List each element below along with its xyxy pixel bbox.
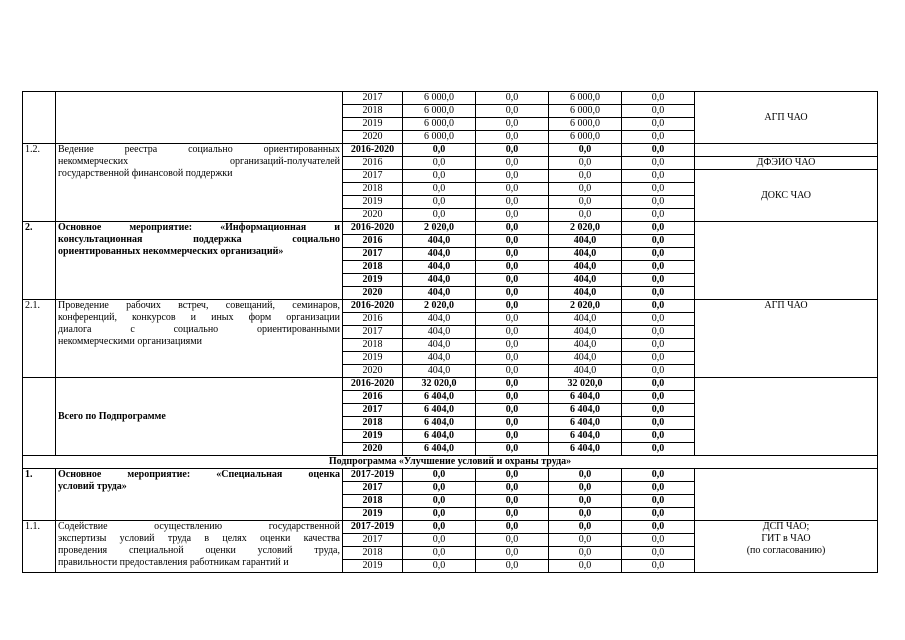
period-cell: 2016-2020 <box>343 300 403 313</box>
amount-cell: 0,0 <box>403 183 476 196</box>
executor-cell <box>695 222 878 300</box>
executor-line: ГИТ в ЧАО <box>761 533 811 544</box>
amount-cell: 0,0 <box>622 547 695 560</box>
amount-cell: 6 000,0 <box>403 92 476 105</box>
number-cell: 2.1. <box>23 300 56 378</box>
amount-cell: 6 404,0 <box>549 404 622 417</box>
activity-name-cell <box>56 144 343 222</box>
amount-cell: 404,0 <box>549 235 622 248</box>
amount-cell: 0,0 <box>476 157 549 170</box>
amount-cell: 0,0 <box>476 508 549 521</box>
executor-cell: ДФЭИО ЧАО <box>695 157 878 170</box>
amount-cell: 32 020,0 <box>403 378 476 391</box>
amount-cell: 0,0 <box>476 209 549 222</box>
amount-cell: 0,0 <box>476 183 549 196</box>
amount-cell: 0,0 <box>476 547 549 560</box>
table-row <box>23 456 878 469</box>
amount-cell: 0,0 <box>476 378 549 391</box>
amount-cell: 6 404,0 <box>549 391 622 404</box>
activity-name-line: государственной финансовой поддержки <box>58 168 233 179</box>
amount-cell: 6 404,0 <box>403 417 476 430</box>
executor-line: ДСП ЧАО; <box>762 521 810 532</box>
period-cell: 2020 <box>343 443 403 456</box>
amount-cell: 404,0 <box>403 287 476 300</box>
amount-cell: 0,0 <box>476 261 549 274</box>
amount-cell: 6 404,0 <box>403 391 476 404</box>
executor-cell <box>695 521 878 573</box>
amount-cell: 0,0 <box>476 131 549 144</box>
amount-cell: 0,0 <box>549 534 622 547</box>
period-cell: 2020 <box>343 365 403 378</box>
table-row <box>23 300 878 313</box>
amount-cell: 0,0 <box>622 417 695 430</box>
amount-cell: 404,0 <box>403 261 476 274</box>
amount-cell: 6 404,0 <box>403 443 476 456</box>
number-cell <box>23 92 56 144</box>
amount-cell: 0,0 <box>476 118 549 131</box>
amount-cell: 6 000,0 <box>549 118 622 131</box>
table-row <box>23 144 878 157</box>
period-cell: 2017 <box>343 248 403 261</box>
amount-cell: 0,0 <box>622 508 695 521</box>
amount-cell: 0,0 <box>622 326 695 339</box>
activity-name-line: условий труда» <box>58 481 127 492</box>
amount-cell: 0,0 <box>476 92 549 105</box>
amount-cell: 404,0 <box>549 365 622 378</box>
amount-cell: 0,0 <box>622 352 695 365</box>
amount-cell: 2 020,0 <box>549 300 622 313</box>
amount-cell: 0,0 <box>622 131 695 144</box>
activity-name-cell <box>56 92 343 144</box>
amount-cell: 0,0 <box>622 274 695 287</box>
executor-cell: ДОКС ЧАО <box>695 170 878 222</box>
amount-cell: 0,0 <box>622 209 695 222</box>
period-cell: 2018 <box>343 105 403 118</box>
amount-cell: 6 404,0 <box>403 430 476 443</box>
amount-cell: 0,0 <box>403 534 476 547</box>
activity-name-line: консультационная поддержка социально <box>58 234 340 245</box>
period-cell: 2019 <box>343 508 403 521</box>
amount-cell: 404,0 <box>403 326 476 339</box>
amount-cell: 404,0 <box>549 248 622 261</box>
period-cell: 2019 <box>343 430 403 443</box>
amount-cell: 0,0 <box>549 547 622 560</box>
amount-cell: 0,0 <box>622 313 695 326</box>
amount-cell: 0,0 <box>403 157 476 170</box>
activity-name-line: некоммерческих организаций-получателей <box>58 156 340 167</box>
period-cell: 2017 <box>343 326 403 339</box>
amount-cell: 0,0 <box>476 365 549 378</box>
activity-name-line: Основное мероприятие: «Специальная оценка <box>58 469 340 480</box>
amount-cell: 6 000,0 <box>403 118 476 131</box>
period-cell: 2018 <box>343 547 403 560</box>
period-cell: 2018 <box>343 495 403 508</box>
period-cell: 2017 <box>343 170 403 183</box>
period-cell: 2018 <box>343 183 403 196</box>
amount-cell: 0,0 <box>476 248 549 261</box>
amount-cell: 0,0 <box>549 495 622 508</box>
amount-cell: 6 000,0 <box>549 131 622 144</box>
amount-cell: 6 404,0 <box>549 417 622 430</box>
amount-cell: 0,0 <box>549 183 622 196</box>
amount-cell: 0,0 <box>476 404 549 417</box>
table-row <box>23 521 878 534</box>
amount-cell: 0,0 <box>476 287 549 300</box>
activity-name-line: Проведение рабочих встреч, совещаний, семинаров, <box>58 300 340 311</box>
period-cell: 2016 <box>343 235 403 248</box>
amount-cell: 0,0 <box>622 391 695 404</box>
amount-cell: 0,0 <box>403 560 476 573</box>
period-cell: 2020 <box>343 287 403 300</box>
amount-cell: 2 020,0 <box>549 222 622 235</box>
activity-name-line: ориентированных некоммерческих организаций» <box>58 246 284 257</box>
amount-cell: 0,0 <box>476 170 549 183</box>
number-cell: 2. <box>23 222 56 300</box>
activity-name-line: некоммерческими организациями <box>58 336 202 347</box>
period-cell: 2017-2019 <box>343 469 403 482</box>
activity-name-line: правильности предоставления работникам гарантий и <box>58 557 289 568</box>
period-cell: 2019 <box>343 352 403 365</box>
executor-cell: АГП ЧАО <box>695 92 878 144</box>
period-cell: 2016 <box>343 313 403 326</box>
period-cell: 2017-2019 <box>343 521 403 534</box>
amount-cell: 0,0 <box>622 170 695 183</box>
amount-cell: 404,0 <box>403 313 476 326</box>
amount-cell: 6 000,0 <box>403 105 476 118</box>
amount-cell: 0,0 <box>476 560 549 573</box>
period-cell: 2016 <box>343 157 403 170</box>
activity-name-line: экспертизы условий труда в целях оценки качества <box>58 533 340 544</box>
activity-name-line: проведения специальной оценки условий труда, <box>58 545 340 556</box>
amount-cell: 404,0 <box>403 274 476 287</box>
activity-name-line: Ведение реестра социально ориентированных <box>58 144 340 155</box>
amount-cell: 0,0 <box>476 391 549 404</box>
amount-cell: 0,0 <box>476 326 549 339</box>
period-cell: 2017 <box>343 92 403 105</box>
amount-cell: 0,0 <box>622 404 695 417</box>
number-cell: 1.1. <box>23 521 56 573</box>
amount-cell: 0,0 <box>476 313 549 326</box>
amount-cell: 6 404,0 <box>549 430 622 443</box>
activity-name-cell <box>56 222 343 300</box>
amount-cell: 404,0 <box>549 313 622 326</box>
amount-cell: 0,0 <box>403 469 476 482</box>
amount-cell: 0,0 <box>476 482 549 495</box>
amount-cell: 0,0 <box>622 534 695 547</box>
amount-cell: 0,0 <box>622 105 695 118</box>
amount-cell: 404,0 <box>549 287 622 300</box>
amount-cell: 404,0 <box>549 339 622 352</box>
amount-cell: 0,0 <box>622 183 695 196</box>
amount-cell: 32 020,0 <box>549 378 622 391</box>
amount-cell: 2 020,0 <box>403 222 476 235</box>
amount-cell: 0,0 <box>622 430 695 443</box>
number-cell <box>23 378 56 456</box>
amount-cell: 0,0 <box>549 560 622 573</box>
period-cell: 2017 <box>343 404 403 417</box>
amount-cell: 0,0 <box>476 274 549 287</box>
amount-cell: 0,0 <box>403 196 476 209</box>
activity-name-cell <box>56 521 343 573</box>
amount-cell: 0,0 <box>476 300 549 313</box>
amount-cell: 0,0 <box>622 560 695 573</box>
amount-cell: 0,0 <box>403 495 476 508</box>
amount-cell: 0,0 <box>476 469 549 482</box>
amount-cell: 0,0 <box>476 521 549 534</box>
amount-cell: 0,0 <box>622 469 695 482</box>
amount-cell: 0,0 <box>622 378 695 391</box>
period-cell: 2016-2020 <box>343 144 403 157</box>
period-cell: 2019 <box>343 118 403 131</box>
table-row <box>23 92 878 105</box>
amount-cell: 0,0 <box>549 170 622 183</box>
amount-cell: 404,0 <box>403 339 476 352</box>
amount-cell: 0,0 <box>549 209 622 222</box>
amount-cell: 0,0 <box>403 547 476 560</box>
amount-cell: 0,0 <box>403 209 476 222</box>
amount-cell: 0,0 <box>476 339 549 352</box>
amount-cell: 0,0 <box>622 521 695 534</box>
amount-cell: 0,0 <box>622 118 695 131</box>
amount-cell: 0,0 <box>622 482 695 495</box>
period-cell: 2019 <box>343 196 403 209</box>
document-page <box>22 91 878 573</box>
amount-cell: 0,0 <box>403 144 476 157</box>
amount-cell: 404,0 <box>403 365 476 378</box>
amount-cell: 0,0 <box>549 144 622 157</box>
amount-cell: 0,0 <box>622 365 695 378</box>
amount-cell: 0,0 <box>403 170 476 183</box>
amount-cell: 404,0 <box>403 248 476 261</box>
activity-name-cell <box>56 300 343 378</box>
executor-cell <box>695 378 878 456</box>
amount-cell: 0,0 <box>622 339 695 352</box>
executor-line: (по согласованию) <box>746 545 826 556</box>
period-cell: 2016 <box>343 391 403 404</box>
amount-cell: 0,0 <box>403 482 476 495</box>
amount-cell: 0,0 <box>622 261 695 274</box>
amount-cell: 0,0 <box>622 222 695 235</box>
amount-cell: 0,0 <box>622 196 695 209</box>
amount-cell: 0,0 <box>622 248 695 261</box>
executor-cell <box>695 144 878 157</box>
activity-name-line: диалога с социально ориентированными <box>58 324 340 335</box>
amount-cell: 0,0 <box>476 443 549 456</box>
period-cell: 2017 <box>343 482 403 495</box>
period-cell: 2016-2020 <box>343 222 403 235</box>
activity-name-cell <box>56 469 343 521</box>
amount-cell: 0,0 <box>403 508 476 521</box>
executor-cell <box>695 469 878 521</box>
number-cell: 1.2. <box>23 144 56 222</box>
period-cell: 2018 <box>343 261 403 274</box>
amount-cell: 0,0 <box>476 534 549 547</box>
amount-cell: 0,0 <box>476 105 549 118</box>
amount-cell: 0,0 <box>476 417 549 430</box>
period-cell: 2016-2020 <box>343 378 403 391</box>
subprogram-title: Подпрограмма «Улучшение условий и охраны труда» <box>23 456 878 469</box>
amount-cell: 404,0 <box>549 261 622 274</box>
amount-cell: 0,0 <box>622 300 695 313</box>
amount-cell: 6 404,0 <box>403 404 476 417</box>
amount-cell: 404,0 <box>549 274 622 287</box>
amount-cell: 0,0 <box>622 287 695 300</box>
period-cell: 2018 <box>343 339 403 352</box>
amount-cell: 0,0 <box>622 443 695 456</box>
amount-cell: 404,0 <box>549 326 622 339</box>
amount-cell: 0,0 <box>403 521 476 534</box>
amount-cell: 0,0 <box>622 157 695 170</box>
program-table <box>22 91 878 573</box>
amount-cell: 0,0 <box>549 508 622 521</box>
amount-cell: 6 000,0 <box>549 92 622 105</box>
executor-cell: АГП ЧАО <box>695 300 878 378</box>
amount-cell: 0,0 <box>549 482 622 495</box>
amount-cell: 0,0 <box>549 521 622 534</box>
amount-cell: 0,0 <box>476 430 549 443</box>
activity-name-line: конференций, конкурсов и иных форм организации <box>58 312 340 323</box>
amount-cell: 2 020,0 <box>403 300 476 313</box>
amount-cell: 0,0 <box>476 495 549 508</box>
table-row <box>23 222 878 235</box>
period-cell: 2019 <box>343 560 403 573</box>
amount-cell: 0,0 <box>549 196 622 209</box>
amount-cell: 0,0 <box>622 495 695 508</box>
amount-cell: 0,0 <box>476 235 549 248</box>
amount-cell: 0,0 <box>476 196 549 209</box>
period-cell: 2019 <box>343 274 403 287</box>
amount-cell: 404,0 <box>549 352 622 365</box>
amount-cell: 0,0 <box>622 144 695 157</box>
period-cell: 2017 <box>343 534 403 547</box>
period-cell: 2018 <box>343 417 403 430</box>
amount-cell: 0,0 <box>622 92 695 105</box>
amount-cell: 6 000,0 <box>403 131 476 144</box>
activity-name-line: Содействие осуществлению государственной <box>58 521 340 532</box>
amount-cell: 6 404,0 <box>549 443 622 456</box>
amount-cell: 404,0 <box>403 235 476 248</box>
activity-name-line: Основное мероприятие: «Информационная и <box>58 222 340 233</box>
number-cell: 1. <box>23 469 56 521</box>
amount-cell: 0,0 <box>476 352 549 365</box>
table-row <box>23 378 878 391</box>
period-cell: 2020 <box>343 131 403 144</box>
total-label-cell: Всего по Подпрограмме <box>56 378 343 456</box>
table-row <box>23 469 878 482</box>
amount-cell: 0,0 <box>476 222 549 235</box>
amount-cell: 404,0 <box>403 352 476 365</box>
amount-cell: 0,0 <box>622 235 695 248</box>
amount-cell: 0,0 <box>549 469 622 482</box>
period-cell: 2020 <box>343 209 403 222</box>
amount-cell: 6 000,0 <box>549 105 622 118</box>
amount-cell: 0,0 <box>476 144 549 157</box>
amount-cell: 0,0 <box>549 157 622 170</box>
